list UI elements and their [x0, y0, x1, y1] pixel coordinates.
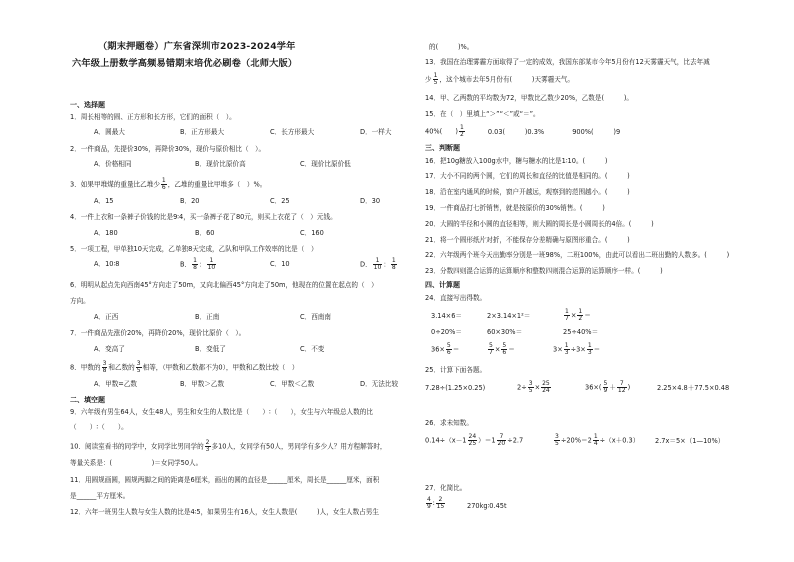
q3-option-a: A．15 — [94, 197, 114, 205]
q3-option-c: C．25 — [270, 197, 290, 205]
question-5: 5．一项工程，甲单独10天完成，乙单独8天完成，乙队和甲队工作效率的比是（ ） — [70, 245, 318, 253]
calc-item: $\frac{1}{7}$ × $\frac{1}{2}$ ＝ — [565, 308, 591, 322]
calc-item: 36× $\frac{5}{6}$ ＝ — [431, 342, 460, 356]
q5-option-c: C．10 — [270, 260, 290, 268]
calc-item: 60×30%＝ — [487, 328, 523, 336]
fraction: $\frac{1}{7}$ — [565, 308, 569, 322]
q2-option-c: C．现价比原价低 — [300, 160, 351, 168]
fraction: $\frac{2}{3}$ — [205, 439, 210, 453]
fraction: $\frac{1}{5}$ — [433, 72, 438, 86]
question-13-cont: 少 $\frac{1}{5}$ ，这个城市去年5月份有( )天雾霾天气。 — [425, 72, 575, 86]
question-24: 24．直接写出得数。 — [425, 294, 487, 302]
fraction: $\frac{1}{3}$ — [587, 342, 592, 356]
q2-option-a: A．价格相同 — [94, 160, 132, 168]
q5-option-a: A．10∶8 — [94, 260, 120, 268]
question-21: 21．将一个圆形纸片对折，不能保存分差精确与原图形重合。( ) — [425, 236, 630, 244]
question-18: 18．沿在室内通风的时候，窗户开越远，观察到的范围越小。( ) — [425, 188, 630, 196]
calc-item: 3.14×6＝ — [431, 312, 462, 320]
q3-option-d: D．30 — [360, 197, 381, 205]
q4-option-b: B．60 — [195, 229, 215, 237]
section-choice-heading: 一、选择题 — [70, 101, 105, 109]
question-19: 19．一件商品打七折销售，就是按原价的30%销售。( ) — [425, 204, 605, 212]
q7-option-b: B．变低了 — [195, 345, 226, 353]
calc-item: 0÷20%＝ — [431, 328, 462, 336]
fraction: $\frac{5}{7}$ — [489, 342, 493, 356]
section-fill-heading: 二、填空题 — [70, 396, 105, 404]
question-8: 8．甲数的 $\frac{3}{8}$ 和乙数的 $\frac{3}{5}$ 相等，（甲数和乙数都不为0），甲数和乙数比较（ ） — [70, 360, 299, 374]
fraction: $\frac{1}{2}$ — [460, 124, 464, 138]
equation-item: 2.7x＝5×（1—10%） — [655, 437, 725, 445]
section-calc-heading: 四、计算题 — [425, 281, 460, 289]
q1-option-a: A．圆最大 — [94, 128, 125, 136]
q6-option-a: A．正西 — [94, 313, 119, 321]
q5-option-b: B． $\frac{1}{8}$ ： $\frac{1}{10}$ — [180, 257, 216, 271]
calc-item: 2×3.14×1²＝ — [487, 312, 531, 320]
calc-item: 25÷40%＝ — [563, 328, 599, 336]
question-6-cont: 方向。 — [70, 297, 90, 305]
question-10-cont: 等量关系是：( )＝女同学50人。 — [70, 459, 203, 467]
question-12-cont: 的( )%。 — [429, 43, 474, 51]
calc-item: 3× $\frac{1}{3}$ ÷3× $\frac{1}{3}$ ＝ — [553, 342, 601, 356]
fraction: $\frac{3}{5}$ — [528, 380, 533, 394]
fraction: $\frac{1}{2}$ — [578, 308, 583, 322]
q7-option-a: A．变高了 — [94, 345, 125, 353]
fraction: $\frac{3}{8}$ — [102, 360, 107, 374]
question-16: 16．把10g糖放入100g水中，糖与糖水的比是1∶10。( ) — [425, 157, 608, 165]
q2-option-b: B．现价比原价高 — [195, 160, 246, 168]
q1-option-d: D．一样大 — [360, 128, 392, 136]
expr-item: 36×( $\frac{5}{9}$ ＋ $\frac{7}{12}$ ) — [585, 380, 631, 394]
question-15: 15．在（ ）里填上“＞”“＜”或“＝”。 — [425, 110, 540, 118]
q8-option-b: B．甲数＞乙数 — [180, 380, 225, 388]
fraction: $\frac{1}{8}$ — [391, 257, 396, 271]
q15-items: 40%( ) $\frac{1}{2}$ 0.03( )0.3% 900%( )9 — [425, 124, 621, 138]
exam-title-line2: 六年级上册数学高频易错期末培优必刷卷（北师大版） — [72, 58, 298, 69]
question-1: 1．周长相等的圆、正方形和长方形，它们的面积（ ）。 — [70, 113, 236, 121]
q4-option-c: C．160 — [300, 229, 324, 237]
question-23: 23．分数四则混合运算的运算顺序和整数四则混合运算的运算顺序一样。( ) — [425, 267, 663, 275]
fraction: $\frac{7}{12}$ — [617, 380, 626, 394]
question-9: 9．六年级有男生64人，女生48人，男生和女生的人数比是（ ）∶（ ），女生与六年级总人数的比 — [70, 408, 373, 416]
question-11: 11．用圆规画圆，圆规两脚之间的距离是6厘米，画出的圆的直径是______厘米，周长是______厘米，面积 — [70, 476, 380, 484]
fraction: $\frac{3}{5}$ — [555, 433, 559, 447]
fraction: $\frac{5}{6}$ — [446, 342, 451, 356]
section-judge-heading: 三、判断题 — [425, 144, 460, 152]
q8-option-c: C．甲数＜乙数 — [270, 380, 315, 388]
question-12: 12．六年一班男生人数与女生人数的比是4∶5，如果男生有16人，女生人数是( )人，女生人数占男生 — [70, 508, 379, 516]
fraction: $\frac{1}{8}$ — [193, 257, 197, 271]
fraction: $\frac{3}{5}$ — [136, 360, 141, 374]
equation-item: $\frac{3}{5}$ ÷20%＝2 $\frac{1}{4}$ ÷（x＋0.3） — [555, 433, 640, 447]
question-7: 7．一件商品先涨价20%，再降价20%，现价比原价（ ）。 — [70, 329, 246, 337]
fraction: $\frac{5}{9}$ — [603, 380, 608, 394]
exam-title-line1: （期末押题卷）广东省深圳市2023-2024学年 — [98, 41, 296, 52]
fraction: $\frac{2}{15}$ — [436, 496, 445, 510]
fraction: $\frac{1}{6}$ — [161, 177, 166, 191]
question-17: 17．大小不同的两个圆，它们的周长和直径的比值是相同的。( ) — [425, 172, 630, 180]
question-13: 13．我国在治理雾霾方面取得了一定的成效，我国东部某市今年5月份有12天雾霾天气，比去年减 — [425, 58, 710, 66]
ratio-item: $\frac{4}{9}$ ∶ $\frac{2}{15}$ — [427, 496, 445, 510]
equation-item: 0.14÷（x－1 $\frac{24}{25}$ ）＝1 $\frac{7}{20}$ ÷2.7 — [425, 433, 524, 447]
question-20: 20．大圆的半径和小圆的直径相等，则大圆的周长是小圆周长的4倍。( ) — [425, 220, 654, 228]
question-14: 14．甲、乙两数的平均数为72，甲数比乙数少20%，乙数是( )。 — [425, 94, 634, 102]
question-3: 3．如果甲堆煤的重量比乙堆少 $\frac{1}{6}$ ，乙堆的重量比甲堆多（ ）%。 — [70, 177, 267, 191]
expr-item: 7.28÷(1.25×0.25) — [425, 384, 486, 392]
expr-item: 2.25×4.8＋77.5×0.48 — [657, 384, 730, 392]
question-22: 22．六年级两个班今天出勤率分别是一班98%，二班100%，由此可以看出二班出勤的人数多。( ) — [425, 251, 730, 259]
fraction: $\frac{1}{4}$ — [593, 433, 598, 447]
question-4: 4．一件上衣和一条裤子价钱的比是9∶4，买一条裤子花了80元，则买上衣花了（ ）元钱。 — [70, 213, 337, 221]
q4-option-a: A．180 — [94, 229, 118, 237]
q1-option-b: B．正方形最大 — [180, 128, 225, 136]
q8-option-a: A．甲数=乙数 — [94, 380, 138, 388]
expr-item: 2÷ $\frac{3}{5}$ × $\frac{25}{24}$ — [517, 380, 550, 394]
question-26: 26．求未知数。 — [425, 419, 473, 427]
ratio-item: 270kg∶0.45t — [467, 502, 507, 510]
fraction: $\frac{7}{20}$ — [497, 433, 506, 447]
fraction: $\frac{5}{6}$ — [502, 342, 507, 356]
fraction: $\frac{25}{24}$ — [542, 380, 550, 394]
q8-option-d: D．无法比较 — [360, 380, 399, 388]
q5-option-d: D． $\frac{1}{10}$ ： $\frac{1}{8}$ — [360, 257, 396, 271]
question-10: 10．阅读室看书的同学中，女同学比男同学的 $\frac{2}{3}$ 多10人，女同学有50人，男同学有多少人？用方程解答时， — [70, 439, 387, 453]
fraction: $\frac{4}{9}$ — [427, 496, 431, 510]
fraction: $\frac{1}{3}$ — [564, 342, 569, 356]
q1-option-c: C．长方形最大 — [270, 128, 315, 136]
question-9-cont: （ ）∶（ ）。 — [70, 423, 128, 431]
question-25: 25．计算下面各题。 — [425, 366, 487, 374]
question-27: 27．化简比。 — [425, 484, 467, 492]
fraction: $\frac{1}{10}$ — [207, 257, 216, 271]
q6-option-c: C．西南南 — [300, 313, 331, 321]
fraction: $\frac{24}{25}$ — [468, 433, 477, 447]
q3-option-b: B．20 — [180, 197, 200, 205]
q7-option-c: C．不变 — [300, 345, 325, 353]
question-11-cont: 是______平方厘米。 — [70, 492, 130, 500]
q6-option-b: B．正南 — [195, 313, 220, 321]
calc-item: $\frac{5}{7}$ × $\frac{5}{6}$ ＝ — [489, 342, 515, 356]
question-2: 2．一件商品，先提价30%，再降价30%，现价与原价相比（ ）。 — [70, 145, 266, 153]
fraction: $\frac{1}{10}$ — [373, 257, 382, 271]
question-6: 6．明明从起点先向西南45°方向走了50m，又向北偏西45°方向走了50m，他现在的位置在起点的（ ） — [70, 281, 378, 289]
